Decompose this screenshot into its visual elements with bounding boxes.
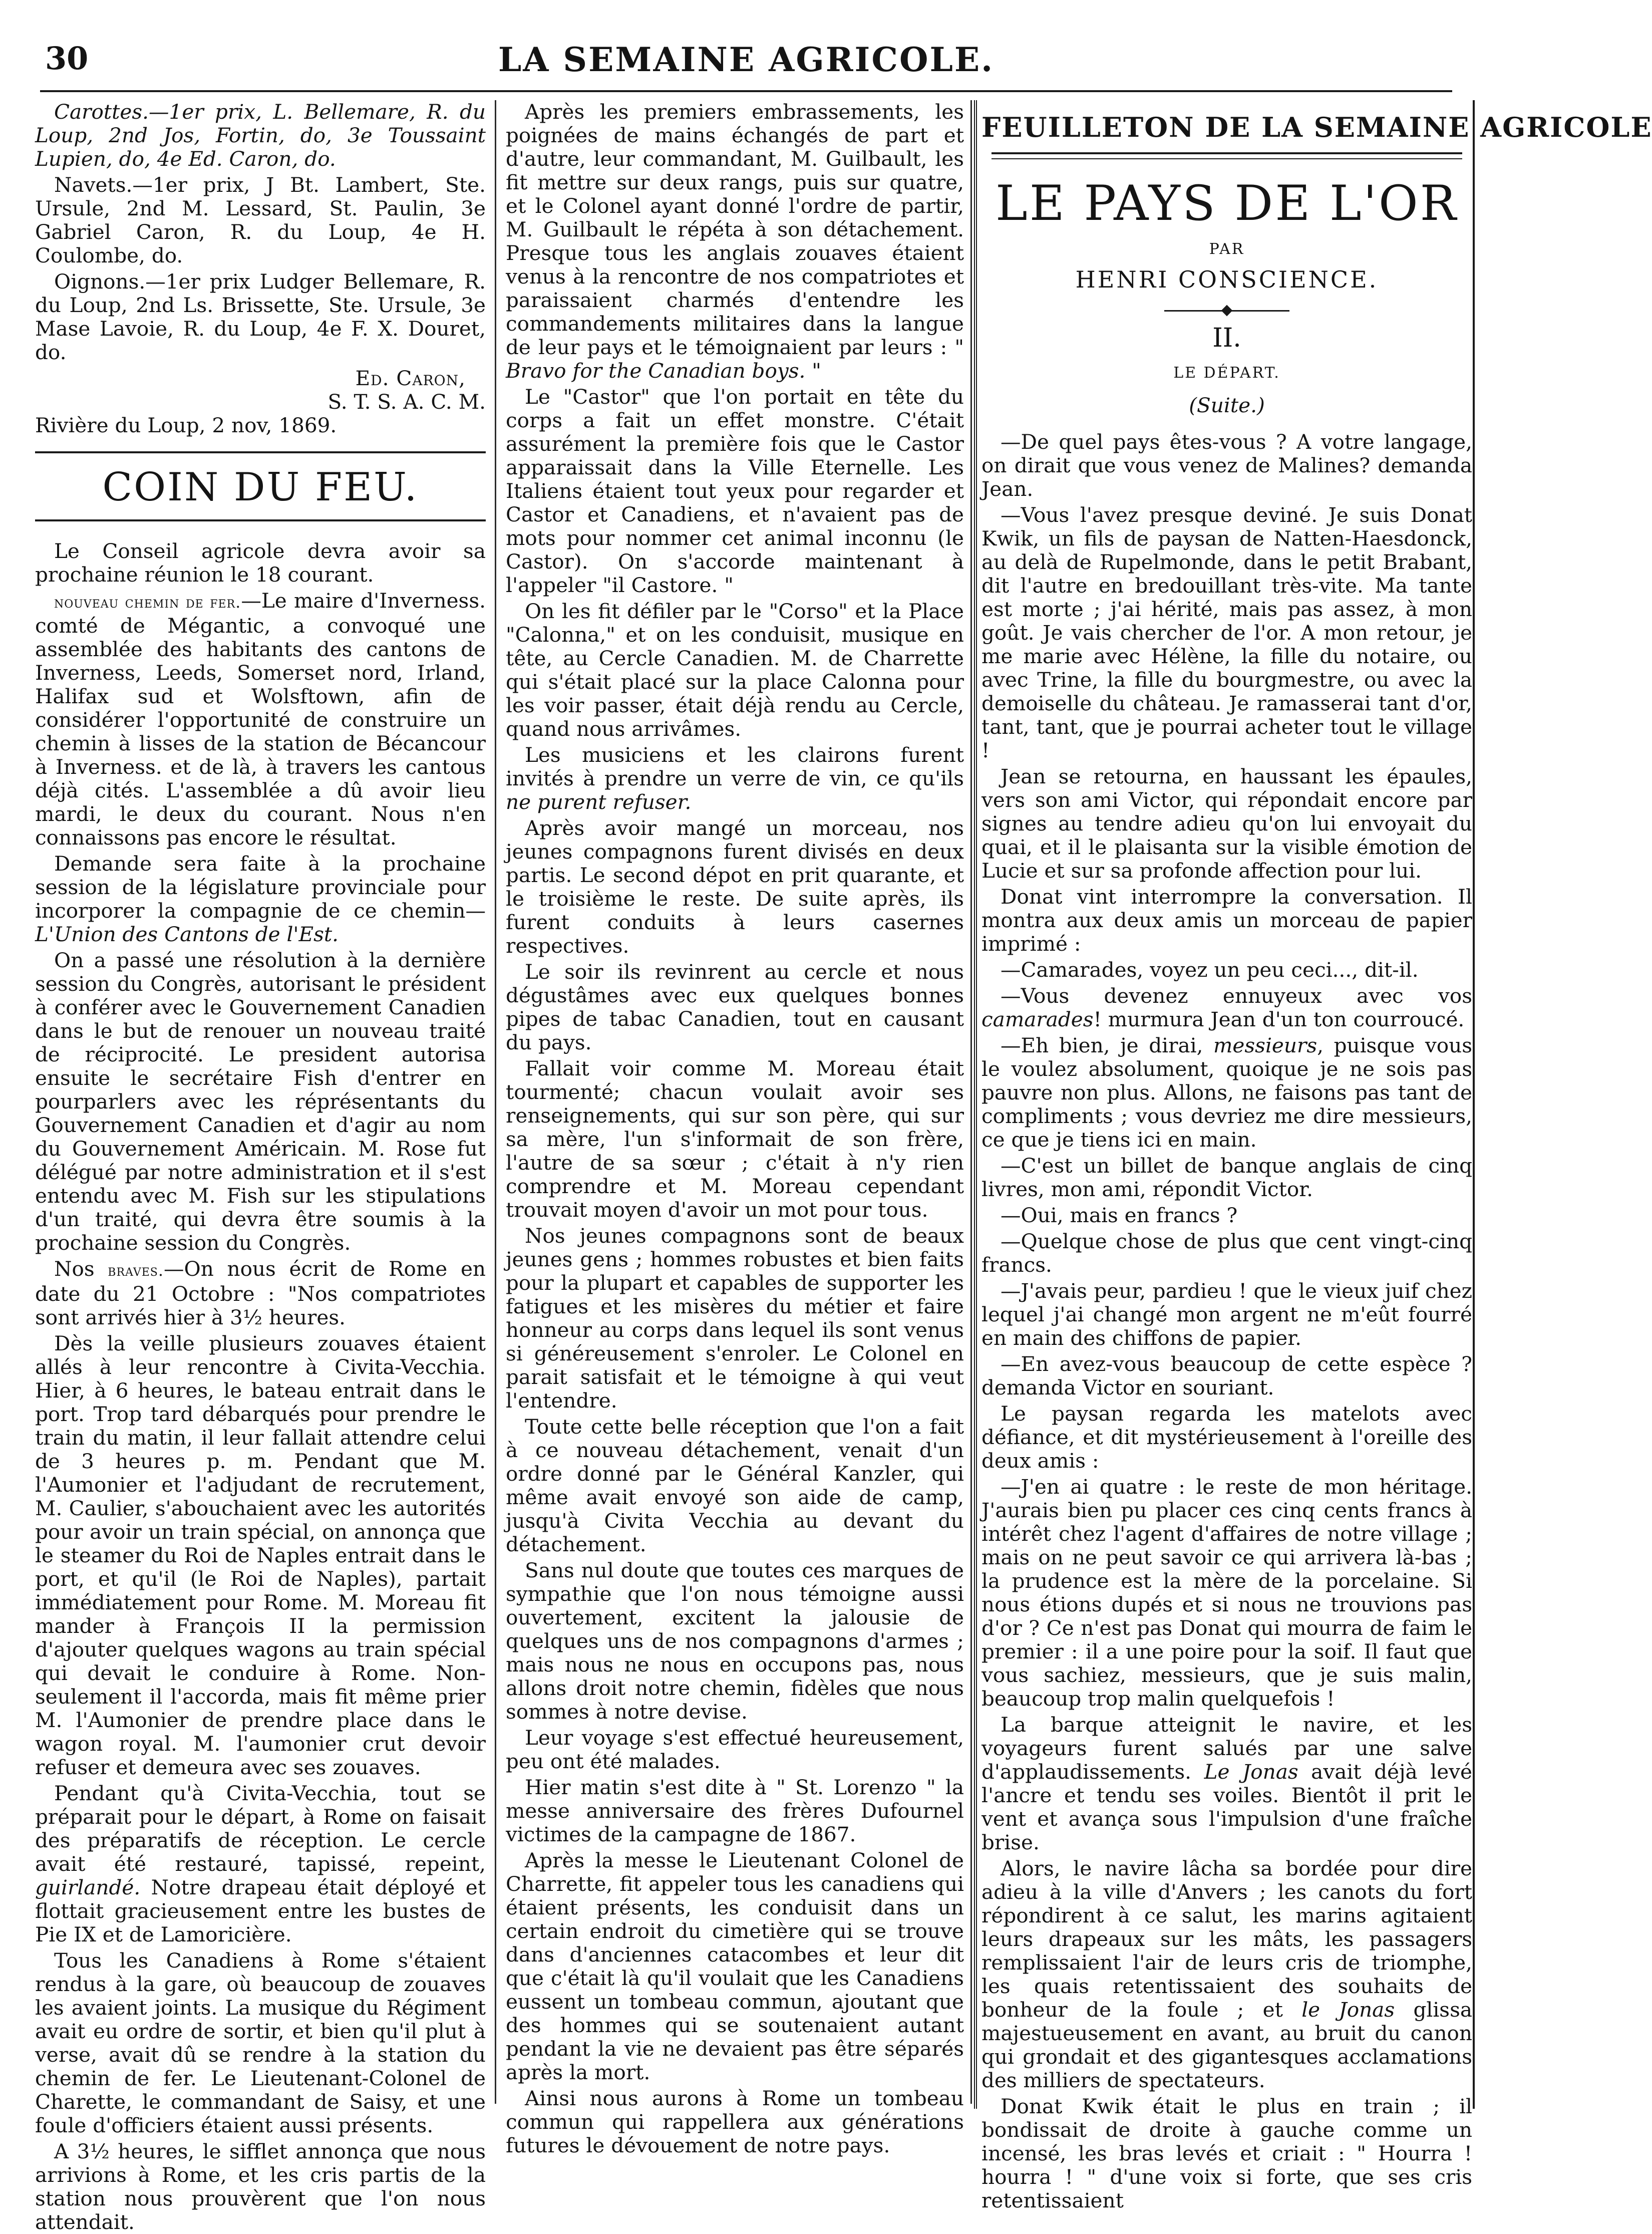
signature-name: Ed. Caron, [355,366,466,390]
novel-paragraph: Le paysan regarda les matelots avec défiance, et dit mystérieusement à l'oreille des deux amis : [981,1402,1472,1473]
article-paragraph: Fallait voir comme M. Moreau était tourmenté; chacun voulait avoir ses renseignements, qui sur son père, qui sur sa mère, l'un s'informait de son frère, l'autre de sa sœur ; c'était à n'y rien comprendre et M. Moreau cependant trouvait moyen d'avoir un mot pour tous. [506,1056,964,1222]
novel-text: , puisque vous le voulez absolument, quoique je ne sois pas pauvre non plus. Allons, ne faisons pas tant de compliments ; vous devriez me dire messieurs, ce que je tiens ici en main. [981,1033,1473,1152]
article-paragraph: Leur voyage s'est effectué heureusement, peu ont été malades. [506,1726,964,1773]
novel-text: ! murmura Jean d'un ton courroucé. [1093,1007,1465,1031]
prize-turnips-text: Navets.—1er prix, J Bt. Lambert, Ste. Ursule, 2nd M. Lessard, St. Paulin, 3e Gabriel Caron, R. du Loup, 4e H. Coulombe, do. [35,173,486,267]
novel-text: avait déjà levé l'ancre et tendu ses voiles. Bientôt il prit le vent et avança sous l'impulsion d'une fraîche brise. [981,1760,1473,1854]
article-paragraph: On a passé une résolution à la dernière session du Congrès, autorisant le président à conférer avec le Gouvernement Canadien dans le but de renouer un nouveau traité de réciprocité. Le president autorisa ensuite le secrétaire Fish d'entrer en pourparlers avec les réprésentants du Gouvernement Canadien et d'agir au nom du Gouvernement Américain. M. Rose fut délégué par notre administration et il s'est entendu avec M. Fish sur les stipulations d'un traité, qui devra être soumis à la prochaine session du Congrès. [35,948,486,1255]
section-title: COIN DU FEU. [102,465,419,510]
novel-paragraph-anvers [981,1857,1472,2092]
novel-emphasis: camarades [981,1007,1094,1031]
article-body: Après les premiers embrassements, les poignées de mains échangés de part et d'autre, leur commandant, M. Guilbault, les fit mettre sur deux rangs, puis sur quatre, et le Colonel ayant donné l'ordre de partir, M. Guilbault le répéta à son détachement. Presque tous les anglais zouaves étaient venus à la rencontre de nos compatriotes et paraissaient charmés d'entendre les commandements militaires dans la langue de leur pays et le témoignaient par leurs : [506,100,964,359]
novel-title: LE PAYS DE L'OR [996,175,1458,231]
prize-turnips [35,173,486,267]
prize-carrots [35,100,486,171]
article-body: Demande sera faite à la prochaine session de la législature provinciale pour incorporer la compagnie de ce chemin— [35,852,486,923]
article-paragraph: Après la messe le Lieutenant Colonel de Charrette, fit appeler tous les canadiens qui étaient présents, les conduisit dans un certain endroit du cimetière qui se trouve dans d'anciennes catacombes et leur dit que c'était là qu'il voulait que les Canadiens eussent un tombeau commun, ajoutant que des hommes qui se soutenaient autant pendant la vie ne devaient pas être séparés après la mort. [506,1848,964,2084]
article-reception [35,1782,486,1946]
novel-paragraph: —De quel pays êtes-vous ? A votre langage, on dirait que vous venez de Malines? demanda Jean. [981,430,1472,501]
diamond-icon [1221,305,1233,317]
column-right-feuilleton [981,100,1652,2212]
continued-marker: (Suite.) [1189,393,1265,417]
article-paragraph: Après avoir mangé un morceau, nos jeunes compagnons furent divisés en deux partis. Le second dépot en prit quarante, et le troisième le reste. De suite après, ils furent conduits à leurs casernes respectives. [506,816,964,958]
column-left [35,100,486,2234]
feuilleton-heading: FEUILLETON DE LA SEMAINE AGRICOLE [981,111,1652,143]
novel-paragraph: Jean se retourna, en haussant les épaules, vers son ami Victor, qui répondait encore par signes au tendre adieu qu'on lui envoyait du quai, et il le plaisanta sur la visible émotion de Lucie et sur sa profonde affection pour lui. [981,764,1472,883]
author-name: HENRI CONSCIENCE. [1075,266,1379,293]
column-rule-left [495,100,496,2104]
article-legislature [35,852,486,946]
novel-text: —Vous devenez ennuyeux avec vos [1001,984,1472,1008]
dateline: Rivière du Loup, 2 nov, 1869. [35,413,337,437]
page-header [40,35,1452,92]
article-paragraph: Toute cette belle réception que l'on a fait à ce nouveau détachement, venait d'un ordre donné par le Général Kanzler, qui même avait envoyé son aide de camp, jusqu'à Civita Vecchia au devant du détachement. [506,1415,964,1556]
article-lead: nouveau chemin de fer. [54,593,241,612]
article-source: L'Union des Cantons de l'Est. [35,922,339,946]
novel-paragraph: Donat Kwik était le plus en train ; il bondissait de droite à gauche comme un incensé, les bras levés et criait : " Hourra ! hourra ! " d'une voix si forte, que ses cris retentissaient [981,2094,1472,2212]
article-greeting [506,100,964,383]
article-paragraph: Hier matin s'est dite à " St. Lorenzo " la messe anniversaire des frères Dufournel victimes de la campagne de 1867. [506,1775,964,1846]
novel-paragraph: —En avez-vous beaucoup de cette espèce ? demanda Victor en souriant. [981,1352,1472,1400]
prize-onions [35,270,486,364]
article-paragraph: Le soir ils revinrent au cercle et nous dégustâmes avec eux quelques bonnes pipes de tabac Canadien, tout en causant du pays. [506,960,964,1054]
article-paragraph: A 3½ heures, le sifflet annonça que nous arrivions à Rome, et les cris partis de la station nous prouvèrent que l'on nous attendait. [35,2139,486,2234]
article-emphasis: ne purent refuser. [506,790,692,814]
article-body: Nos [54,1257,95,1281]
novel-emphasis: Le Jonas [1204,1760,1298,1784]
chapter-number: II. [1212,323,1241,353]
article-paragraph: Dès la veille plusieurs zouaves étaient allés à leur rencontre à Civita-Vecchia. Hier, à 6 heures, le bateau entrait dans le port. Trop tard débarqués pour prendre le train du matin, il leur fallait attendre celui de 3 heures p. m. Pendant que M. l'Aumonier et l'adjudant de recrutement, M. Caulier, s'abouchaient avec les autorités pour avoir un train spécial, on annonça que le steamer du Roi de Naples entrait dans le port, et qu'il (le Roi de Naples), partait immédiatement pour Rome. M. Moreau fit mander à François II la permission d'ajouter quelques wagons au train spécial qui devait le conduire à Rome. Non-seulement il l'accorda, mais fit même prier M. l'Aumonier de prendre place dans le wagon royal. M. l'aumonier crut devoir refuser et demeura avec ses zouaves. [35,1331,486,1779]
novel-text: glissa majestueusement en avant, au bruit du canon qui grondait et des gigantesques acclamations des milliers de spectateurs. [981,1998,1472,2092]
chapter-title: LE DÉPART. [1173,364,1280,382]
article-body: —On nous écrit de Rome en date du 21 Octobre : "Nos compatriotes sont arrivés hier à 3½ heures. [35,1257,486,1329]
article-quote: " Bravo for the Canadian boys. " [506,335,964,383]
article-lead: braves. [108,1261,164,1280]
column-rule-right [970,100,972,2104]
novel-text: —Eh bien, je dirai, [1001,1033,1203,1057]
article-paragraph: Sans nul doute que toutes ces marques de sympathie que l'on nous témoigne aussi ouvertement, excitent la jalousie de quelques uns de nos compagnons d'armes ; mais nous ne nous en occupons pas, nous allons droit notre chemin, fidèles que nous sommes à notre devise. [506,1558,964,1724]
article-body: Pendant qu'à Civita-Vecchia, tout se préparait pour le départ, à Rome on faisait des préparatifs de réception. Le cercle avait été restauré, tapissé, repeint, [35,1781,486,1876]
masthead-title: LA SEMAINE AGRICOLE. [498,40,995,79]
novel-paragraph: —J'en ai quatre : le reste de mon héritage. J'aurais bien pu placer ces cinq cents francs à intérêt chez l'agent d'affaires de notre village ; mais on ne peut savoir ce qui arrivera là-bas ; la prudence est la mère de la porcelaine. Si nous étions dupés et si nous ne trouvions pas d'or ? Ce n'est pas Donat qui mourra de faim le premier : il a une poire pour la soif. Il faut que vous sachiez, messieurs, que je suis malin, beaucoup trop malin quelquefois ! [981,1475,1472,1711]
article-musicians [506,743,964,814]
novel-paragraph: —Camarades, voyez un peu ceci..., dit-il. [1001,958,1419,982]
article-braves [35,1257,486,1329]
novel-emphasis: messieurs [1213,1033,1317,1057]
novel-emphasis: le Jonas [1301,1998,1395,2022]
novel-paragraph-messieurs [981,1034,1472,1152]
novel-paragraph: —Vous l'avez presque deviné. Je suis Donat Kwik, un fils de paysan de Natten-Haesdonck, au delà de Rupelmonde, dans le petit Brabant, dit l'autre en bredouillant très-vite. Ma tante est morte ; j'ai hérité, mais pas assez, à mon goût. Je vais chercher de l'or. A mon retour, je me marie avec Hélène, la fille du notaire, ou avec Trine, la fille du bourgmestre, ou avec la demoiselle du château. Je ramasserai tant d'or, tant, tant, que je pourrai acheter tout le village ! [981,503,1472,762]
article-paragraph: Le "Castor" que l'on portait en tête du corps a fait un effet monstre. C'était assurément la première fois que le Castor apparaissait dans la Ville Eternelle. Les Italiens étaient tout yeux pour regarder et Castor et Canadiens, et n'avaient pas de mots pour nommer cet animal inconnu (le Castor). On s'accorde maintenant à l'appeler "il Castore. " [506,385,964,597]
prize-carrots-text: Carottes.—1er prix, L. Bellemare, R. du Loup, 2nd Jos, Fortin, do, 3e Toussaint Lupien, do, 4e Ed. Caron, do. [35,100,486,171]
novel-paragraph-camarades [981,984,1472,1031]
article-body: Notre drapeau était déployé et flottait gracieusement entre les bustes de Pie IX et de Lamoricière. [35,1875,486,1946]
section-header-coin-du-feu [35,451,486,521]
article-body: Les musiciens et les clairons furent invités à prendre un verre de vin, ce qu'ils [506,743,964,790]
novel-text: La barque atteignit le navire, et les voyageurs furent salués par une salve d'applaudissements. [981,1713,1472,1784]
article-body: —Le maire d'Inverness. comté de Mégantic, a convoqué une assemblée des habitants des cantons de Inverness, Leeds, Somerset nord, Irland, Halifax sud et Wolsftown, afin de considérer l'opportunité de construire un chemin à lisses de la station de Bécancour à Inverness. et de là, à travers les cantous déjà cités. L'assemblée a dû avoir lieu mardi, le deux du courant. Nous n'en connaissons pas encore le résultat. [35,589,486,850]
novel-paragraph: Donat vint interrompre la conversation. Il montra aux deux amis un morceau de papier imprimé : [981,885,1472,956]
double-rule-divider [992,152,1462,159]
ornament-divider [1164,307,1289,315]
byline-par: PAR [1209,240,1245,258]
article-paragraph: Le Conseil agricole devra avoir sa prochaine réunion le 18 courant. [35,539,486,587]
novel-paragraph: —J'avais peur, pardieu ! que le vieux juif chez lequel j'ai changé mon argent ne m'eût fourré en main des chiffons de papier. [981,1279,1472,1350]
novel-paragraph: —Quelque chose de plus que cent vingt-cinq francs. [981,1229,1472,1277]
article-paragraph: On les fit défiler par le "Corso" et la Place "Calonna," et on les conduisit, musique en tête, au Cercle Canadien. M. de Charrette qui s'était placé sur la place Calonna pour les voir passer, était déjà rendu au Cercle, quand nous arrivâmes. [506,599,964,741]
page-number: 30 [45,40,89,77]
article-paragraph: Ainsi nous aurons à Rome un tombeau commun qui rappellera aux générations futures le dévouement de notre pays. [506,2086,964,2157]
novel-paragraph: —C'est un billet de banque anglais de cinq livres, mon ami, répondit Victor. [981,1154,1472,1201]
article-emphasis: guirlandé. [35,1875,141,1899]
article-paragraph: Tous les Canadiens à Rome s'étaient rendus à la gare, où beaucoup de zouaves les avaient joints. La musique du Régiment avait eu ordre de sortir, et bien qu'il plut à verse, avait dû se rendre à la station du chemin de fer. Le Lieutenant-Colonel de Charette, le commandant de Saisy, et une foule d'officiers étaient aussi présents. [35,1948,486,2137]
prize-onions-text: Oignons.—1er prix Ludger Bellemare, R. du Loup, 2nd Ls. Brissette, Ste. Ursule, 3e Mase Lavoie, R. du Loup, 4e F. X. Douret, do. [35,269,486,364]
article-railway [35,589,486,850]
column-middle [506,100,964,2157]
signature-title: S. T. S. A. C. M. [327,390,486,414]
article-paragraph: Nos jeunes compagnons sont de beaux jeunes gens ; hommes robustes et bien faits pour la plupart et capables de supporter les fatigues et les misères du métier et faire honneur au corps dans lequel ils sont venus si généreusement s'enroler. Le Colonel en parait satisfait et le témoigne à qui veut l'entendre. [506,1224,964,1413]
novel-paragraph: —Oui, mais en francs ? [1001,1203,1238,1227]
novel-paragraph-jonas [981,1713,1472,1854]
novel-text: Alors, le navire lâcha sa bordée pour dire adieu à la ville d'Anvers ; les canots du fort répondirent à ce salut, les marins agitaient leurs drapeaux sur les mâts, les passagers remplissaient l'air de leurs cris de triomphe, les quais retentissaient des souhaits de bonheur de la foule ; et [981,1856,1472,2022]
